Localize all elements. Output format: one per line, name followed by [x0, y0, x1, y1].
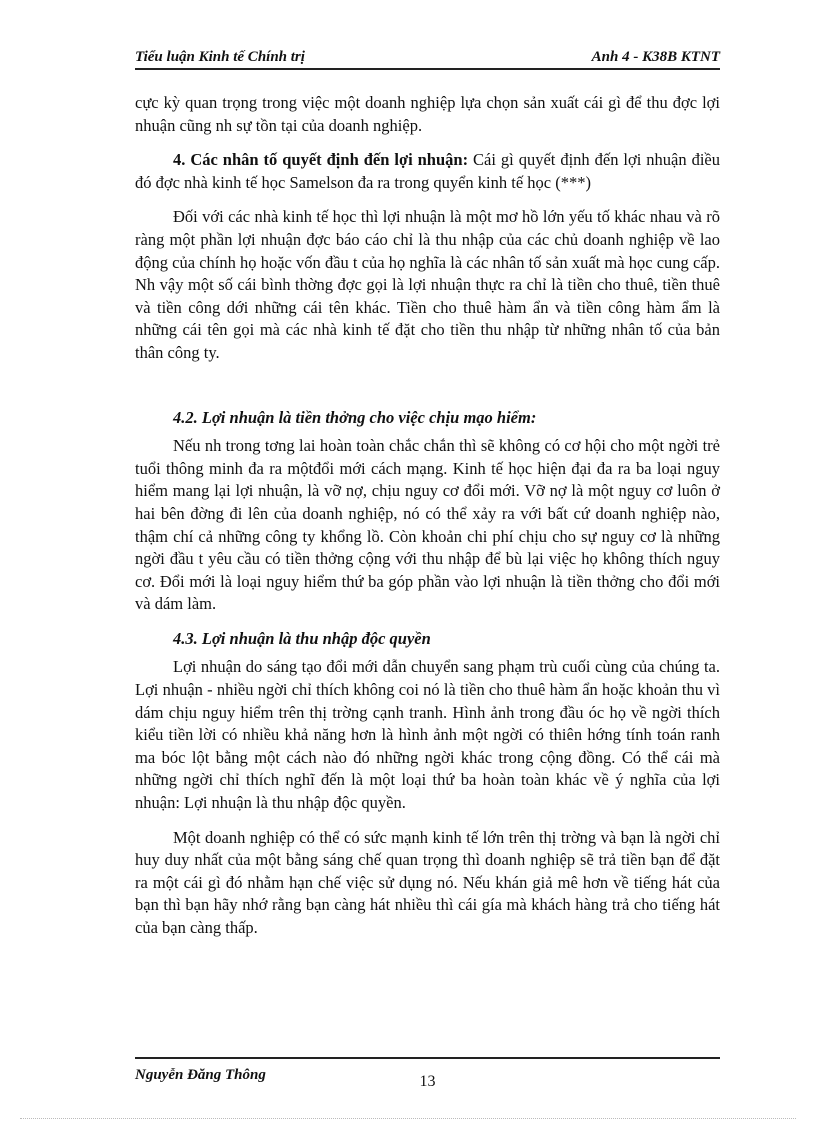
paragraph-intro: cực kỳ quan trọng trong việc một doanh nghiệp lựa chọn sản xuất cái gì để thu đợc lợi nhuận cũng nh sự tồn tại của doanh nghiệp.: [135, 93, 720, 135]
paragraph-section-4: [135, 149, 720, 194]
paragraph-risk: Nếu nh trong tơng lai hoàn toàn chắc chắn thì sẽ không có cơ hội cho một ngời trẻ tuổi thông minh đa ra mộtđổi mới cách mạng. Kinh tế học hiện đại đa ra ba loại nguy hiểm mang lại lợi nhuận, là vỡ nợ, chịu nguy cơ đổi mới. Vỡ nợ là một nguy cơ luôn ở hai bên đờng đi lên của doanh nghiệp, nó có thể xảy ra với bất cứ doanh nghiệp nào, thậm chí cả những công ty khổng lồ. Còn khoản chi phí chịu cho sự nguy cơ là những ngời đầu t yêu cầu có tiền thởng cộng với thu nhập để bù lại việc họ không thích nguy cơ. Đổi mới là loại nguy hiểm thứ ba góp phần vào lợi nhuận là tiền thởng cho đổi mới và dám làm.: [135, 436, 720, 614]
page-number: 13: [419, 1073, 436, 1090]
paragraph-monopoly: Lợi nhuận do sáng tạo đổi mới dẫn chuyển sang phạm trù cuối cùng của chúng ta. Lợi nhuận - nhiều ngời chỉ thích không coi nó là tiền cho thuê hàm ẩn hoặc khoản thu vì dám chịu nguy hiểm trên thị trờng cạnh tranh. Hình ảnh trong đầu óc họ về ngời thích kiểu tiền lời có nhiều khả năng hơn là hình ảnh một ngời có thiên hớng tính toán ranh ma bóc lột bằng một cách nào đó những ngời khác trong cộng đồng. Có thể cái mà những ngời chỉ thích nghĩ đến là một loại thứ ba hoàn toàn khác về ý nghĩa của lợi nhuận: Lợi nhuận là thu nhập độc quyền.: [135, 657, 720, 813]
footer-author: Nguyễn Đăng Thông: [135, 1067, 266, 1083]
paragraph-economists: Đối với các nhà kinh tế học thì lợi nhuận là một mơ hồ lớn yếu tố khác nhau và rõ ràng một phần lợi nhuận đợc báo cáo chỉ là thu nhập của các chủ doanh nghiệp về lao động của chính họ hoặc vốn đầu t của họ nghĩa là các nhân tố sản xuất mà học cung cấp. Nh vậy một số cái bình thờng đợc gọi là lợi nhuận thực ra chỉ là tiền cho thuê, tiền thuê và tiền công dới những cái tên khác. Tiền cho thuê hàm ẩn và tiền công hàm ẩm là những cái tên gọi mà các nhà kinh tế đặt cho tiền thu nhập từ những nhân tố của bản thân công ty.: [135, 207, 720, 362]
document-body: [135, 92, 720, 952]
heading-4-2: 4.2. Lợi nhuận là tiền thởng cho việc chịu mạo hiểm:: [173, 407, 537, 427]
page-edge-divider: [20, 1118, 796, 1119]
header-class: Anh 4 - K38B KTNT: [591, 49, 720, 65]
page-footer: [135, 1057, 720, 1090]
paragraph-patent: Một doanh nghiệp có thể có sức mạnh kinh tế lớn trên thị trờng và bạn là ngời chỉ huy duy nhất của một bằng sáng chế quan trọng thì doanh nghiệp sẽ trả tiền bạn để đặt ra một cái gì đó nhằm hạn chế việc sử dụng nó. Nếu khán giả mê hơn về tiếng hát của bạn thì bạn hãy nhớ rằng bạn càng hát nhiều thì cái gía mà khách hàng trả cho tiếng hát của bạn càng thấp.: [135, 827, 720, 937]
section-4-text: Cái gì quyết định đến lợi nhuận điều đó đợc nhà kinh tế học Samelson đa ra trong quyển kinh tế học (***): [135, 150, 720, 192]
heading-4-3: 4.3. Lợi nhuận là thu nhập độc quyền: [173, 628, 431, 648]
header-title: Tiểu luận Kinh tế Chính trị: [135, 49, 305, 65]
section-4-heading: 4. Các nhân tố quyết định đến lợi nhuận:: [173, 150, 469, 170]
page-header: [135, 46, 720, 70]
